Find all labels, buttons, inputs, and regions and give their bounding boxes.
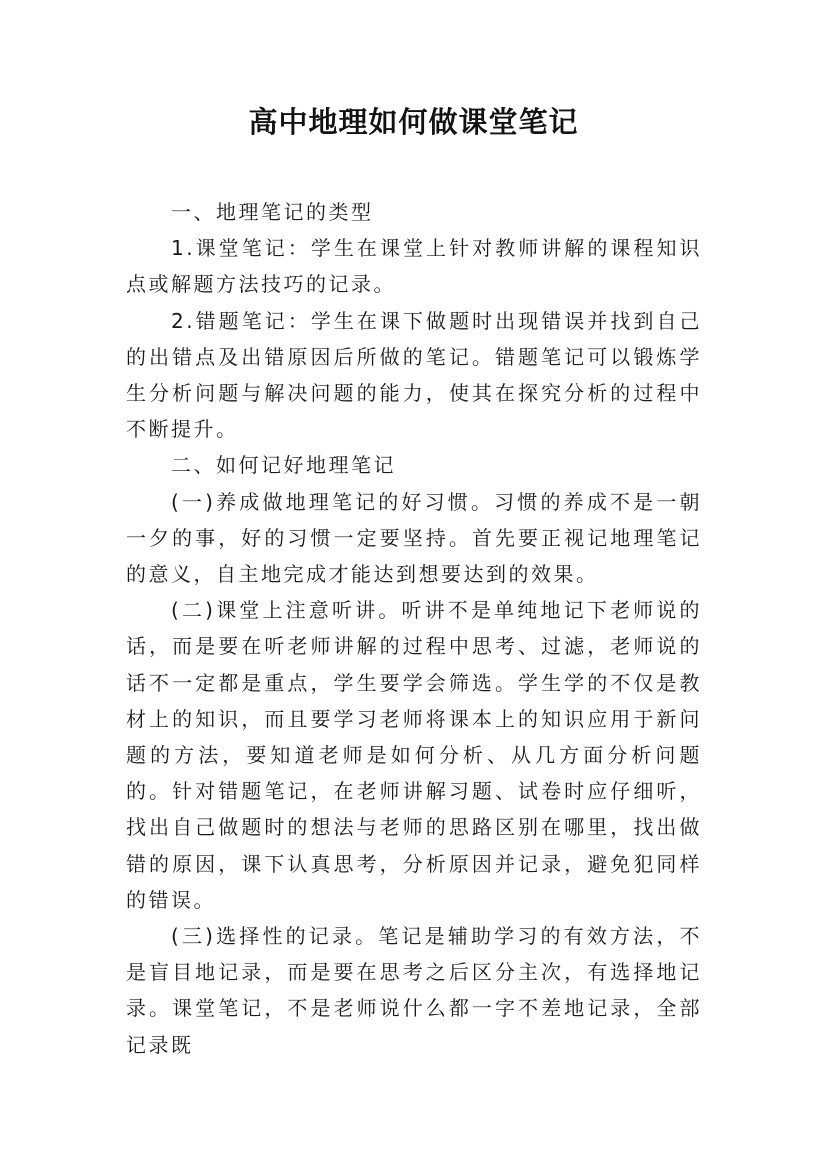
paragraph-selective: (三)选择性的记录。笔记是辅助学习的有效方法，不是盲目地记录，而是要在思考之后区分主次，有选择地记录。课堂笔记，不是老师说什么都一字不差地记录，全部记录既 — [126, 924, 702, 1057]
section-heading-how-to: 二、如何记好地理笔记 — [171, 453, 396, 478]
paragraph-habit: (一)养成做地理笔记的好习惯。习惯的养成不是一朝一夕的事，好的习惯一定要坚持。首先要正视记地理笔记的意义，自主地完成才能达到想要达到的效果。 — [126, 489, 702, 587]
paragraph-class-notes: 1.课堂笔记：学生在课堂上针对教师讲解的课程知识点或解题方法技巧的记录。 — [126, 236, 702, 297]
paragraph-listening: (二)课堂上注意听讲。听讲不是单纯地记下老师说的话，而是要在听老师讲解的过程中思考、过滤，老师说的话不一定都是重点，学生要学会筛选。学生学的不仅是教材上的知识，而且要学习老师将课本上的知识应用于新问题的方法，要知道老师是如何分析、从几方面分析问题的。针对错题笔记，在老师讲解习题、试卷时应仔细听，找出自己做题时的想法与老师的思路区别在哪里，找出做错的原因，课下认真思考，分析原因并记录，避免犯同样的错误。 — [126, 598, 702, 912]
section-heading-types: 一、地理笔记的类型 — [171, 200, 374, 224]
document-body — [126, 194, 702, 1063]
document-title: 高中地理如何做课堂笔记 — [248, 105, 579, 139]
paragraph-error-notes: 2.错题笔记：学生在课下做题时出现错误并找到自己的出错点及出错原因后所做的笔记。错题笔记可以锻炼学生分析问题与解决问题的能力，使其在探究分析的过程中不断提升。 — [126, 308, 702, 442]
